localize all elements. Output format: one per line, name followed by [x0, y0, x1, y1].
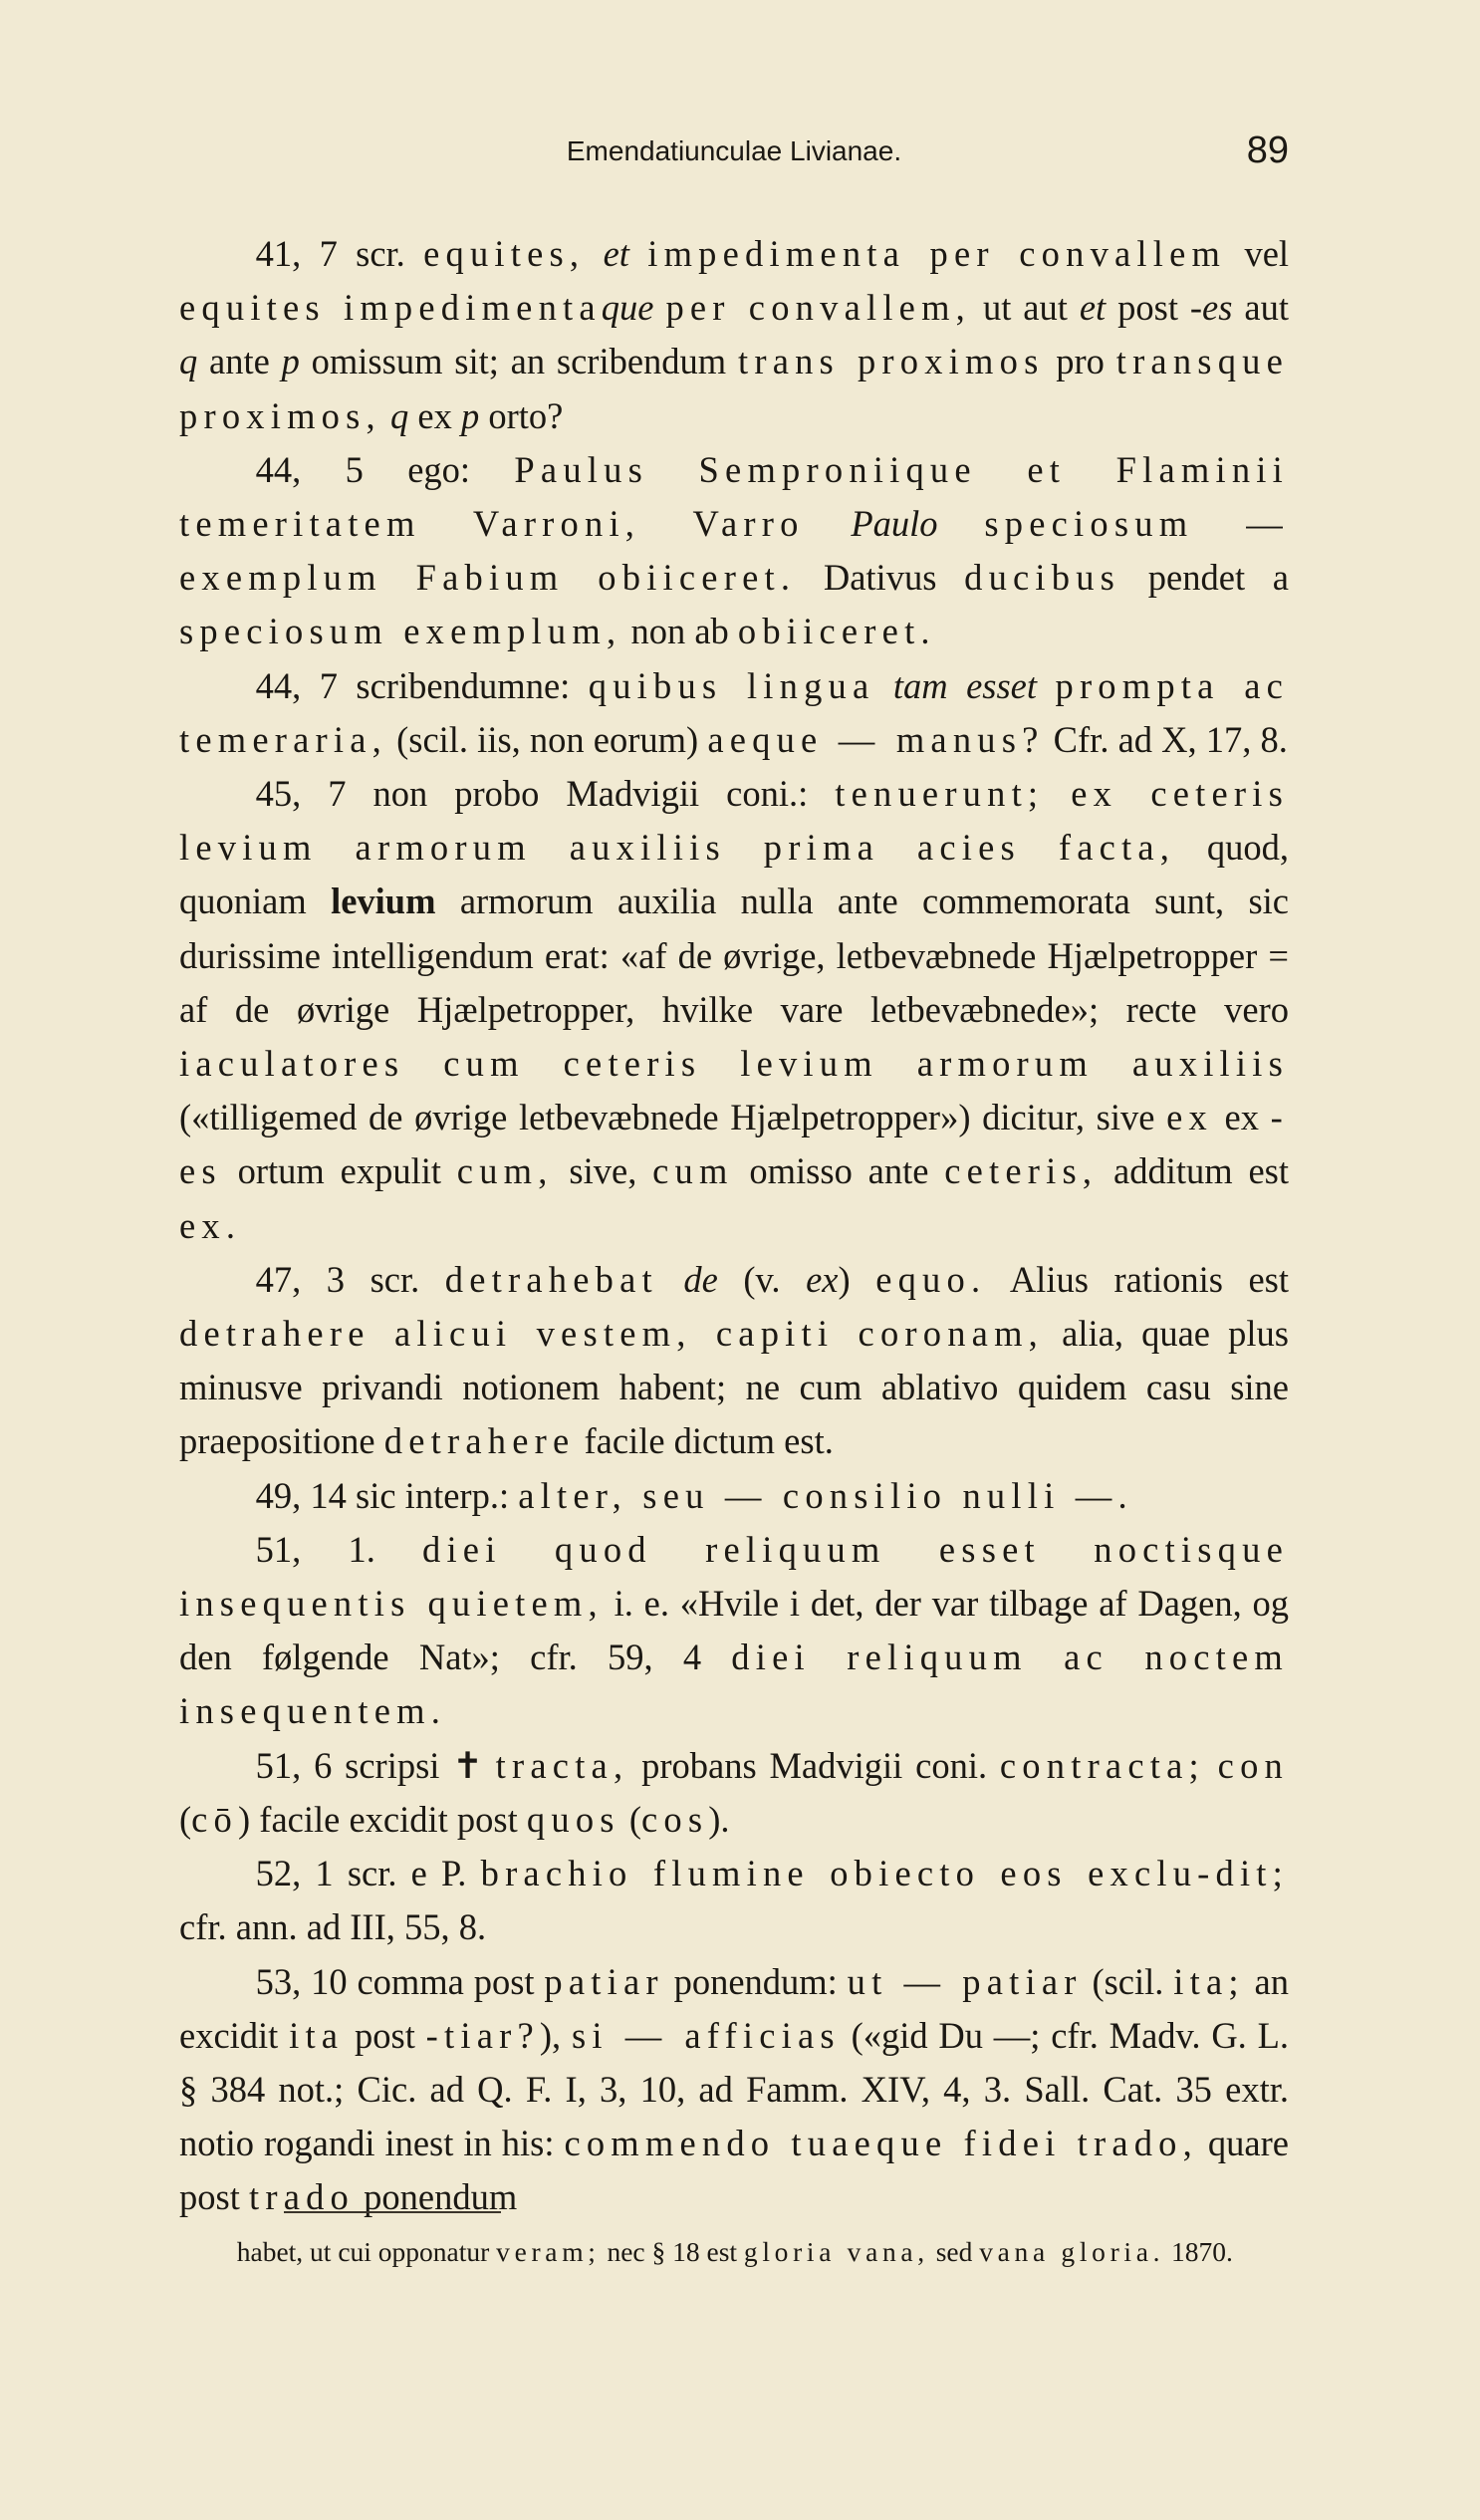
text-run — [629, 233, 647, 274]
spaced-text: obiiceret. — [737, 611, 936, 652]
spaced-text: tracta, — [495, 1744, 629, 1786]
spaced-text: brachio flumine obiecto eos exclu-dit; — [480, 1853, 1289, 1894]
text-run: post — [1106, 287, 1190, 329]
text-run: sive, — [553, 1150, 653, 1192]
footnote-divider — [284, 2211, 501, 2213]
spaced-text: cum — [652, 1150, 734, 1192]
text-run — [381, 395, 390, 436]
italic-text: ex — [806, 1258, 839, 1300]
text-run: 51, 1. — [255, 1528, 422, 1570]
text-run: ) — [838, 1258, 876, 1300]
text-run: post — [344, 2014, 426, 2056]
text-run: quod, quoniam — [179, 827, 1290, 922]
footnote-paragraph — [179, 2229, 1289, 2275]
spaced-text: patiar — [544, 1960, 664, 2002]
text-run: an excidit — [179, 1960, 1289, 2056]
text-run — [653, 287, 665, 328]
spaced-text: detrahere alicui vestem, capiti coronam, — [179, 1313, 1045, 1355]
spaced-text: speciosum exemplum, — [179, 611, 622, 652]
text-run: quare post — [179, 2123, 1289, 2218]
paragraph — [179, 1847, 1289, 1954]
text-run — [1205, 1745, 1218, 1786]
spaced-text: detrahebat — [444, 1258, 658, 1300]
spaced-text: contracta; — [999, 1744, 1205, 1786]
spaced-text: ut — patiar — [847, 1960, 1083, 2002]
text-run — [658, 1259, 684, 1300]
text-run — [1037, 665, 1055, 706]
text-run: ponendum — [355, 2176, 518, 2218]
spaced-text: per convallem, — [665, 287, 972, 329]
spaced-text: si — afficias — [571, 2014, 841, 2056]
spaced-text: quos — [526, 1798, 620, 1840]
spaced-text: Paulus Semproniique et Flaminii temeritatem Varroni, Varro — [179, 448, 1289, 545]
text-run: sed — [928, 2236, 980, 2267]
spaced-text: -tiar? — [425, 2014, 540, 2056]
text-run: 47, 3 scr. — [255, 1258, 445, 1300]
italic-text: que — [601, 287, 654, 329]
paragraph — [179, 1523, 1289, 1739]
text-run: i. e. «Hvile i det, der var tilbage af Dagen, og den følgende Nat»; cfr. 59, 4 — [179, 1583, 1290, 1678]
text-run: additum est — [1098, 1150, 1290, 1192]
text-run: 53, 10 comma post — [255, 1960, 545, 2002]
text-run: pro — [1044, 341, 1116, 382]
text-run — [938, 503, 985, 544]
text-run: Dativus — [796, 557, 965, 599]
page-header — [179, 127, 1289, 177]
text-run: ortum expulit — [221, 1150, 457, 1192]
italic-text: p — [460, 394, 480, 436]
spaced-text: equites, — [423, 233, 586, 274]
text-run: ). — [708, 1798, 730, 1840]
italic-text: Paulo — [851, 503, 938, 545]
text-run: nec § 18 est — [600, 2236, 744, 2267]
spaced-text: trado — [248, 2176, 356, 2218]
spaced-text: gloria vana, — [743, 2236, 929, 2267]
paragraph — [179, 659, 1289, 767]
paragraph — [179, 1739, 1289, 1847]
text-run: 49, 14 sic interp.: — [255, 1474, 519, 1516]
text-run: non ab — [621, 611, 738, 652]
text-run: ex — [408, 394, 461, 436]
spaced-text: cum, — [456, 1150, 554, 1192]
running-title: Emendatiunculae Livianae. — [566, 135, 902, 166]
italic-text: de — [683, 1258, 718, 1300]
text-run: («gid Du —; cfr. Madv. G. L. § 384 not.; Cic. ad Q. F. I, 3, 10, ad Famm. XIV, 4, 3. Sall. Cat. 35 extr. notio rogandi inest in his: — [179, 2014, 1290, 2164]
spaced-text: cō — [191, 1798, 239, 1840]
text-run: omisso ante — [733, 1150, 945, 1192]
spaced-text: equites impedimenta — [179, 287, 602, 329]
paragraph — [179, 1253, 1289, 1469]
text-run: ante — [197, 341, 282, 382]
text-run: 51, 6 scripsi ✝ — [255, 1744, 496, 1786]
italic-text: q — [179, 341, 198, 382]
spaced-text: - es — [179, 1097, 1289, 1192]
spaced-text: ex ceteris levium armorum auxiliis prima acies facta, — [179, 773, 1289, 869]
text-run: ), — [539, 2014, 572, 2056]
paragraph — [179, 1955, 1289, 2225]
text-run: aut — [1232, 287, 1290, 329]
text-run — [1044, 773, 1071, 814]
italic-text: et — [603, 233, 629, 274]
text-run: («tilligemed de øvrige letbevæbnede Hjælpetropper») dicitur, sive — [179, 1097, 1167, 1138]
text-run — [585, 233, 603, 274]
text-run: probans Madvigii coni. — [628, 1744, 1000, 1786]
text-run: (v. — [717, 1258, 807, 1300]
spaced-text: ex — [1166, 1097, 1213, 1138]
text-run: ex — [1212, 1097, 1271, 1138]
text-run: (scil. — [1082, 1960, 1174, 2002]
spaced-text: quibus lingua — [588, 664, 875, 706]
spaced-text: ex. — [179, 1204, 242, 1246]
spaced-text: diei quod reliquum esset noctisque insequentis quietem, — [179, 1528, 1289, 1625]
text-run: ponendum: — [663, 1960, 848, 2002]
text-run: vel — [1226, 233, 1290, 274]
spaced-text: impedimenta per convallem — [647, 233, 1227, 274]
text-run: omissum sit; an scribendum — [299, 341, 738, 382]
text-run: habet, ut cui opponatur — [236, 2236, 497, 2267]
text-run: armorum auxilia nulla ante commemorata sunt, sic durissime intelligendum erat: «af de øvrige, letbevæbnede Hjælpetropper = af de øvrige Hjælpetropper, hvilke vare letbevæbnede»; recte vero — [179, 881, 1289, 1030]
paragraph — [179, 443, 1289, 659]
italic-text: tam esset — [892, 664, 1038, 706]
text-run: (scil. iis, non eorum) — [386, 718, 708, 760]
text-run: alia, quae plus minusve privandi notionem habent; ne cum ablativo quidem casu sine praepositione — [179, 1313, 1289, 1462]
spaced-text: trans proximos — [737, 341, 1045, 382]
page-number: 89 — [1246, 129, 1289, 171]
text-run: 44, 7 scribendumne: — [255, 664, 589, 706]
spaced-text: con — [1217, 1744, 1289, 1786]
italic-text: q — [390, 394, 409, 436]
spaced-text: equo. — [875, 1258, 987, 1300]
spaced-text: detrahere — [383, 1420, 576, 1462]
italic-text: p — [281, 341, 300, 382]
spaced-text: iaculatores cum ceteris levium armorum auxiliis — [179, 1043, 1289, 1085]
text-run: ) facile excidit post — [238, 1798, 527, 1840]
italic-text: -es — [1189, 287, 1233, 329]
spaced-text: ceteris, — [944, 1150, 1099, 1192]
text-run: ( — [179, 1798, 192, 1840]
spaced-text: ita; — [1173, 1960, 1245, 2002]
text-run: orto? — [479, 394, 564, 436]
spaced-text: veram; — [496, 2236, 601, 2267]
text-run: ( — [619, 1798, 641, 1840]
spaced-text: transque proximos, — [179, 341, 1290, 436]
spaced-text: aeque — manus? — [707, 718, 1045, 760]
text-run: 44, 5 ego: — [255, 448, 515, 490]
text-run: 1870. — [1164, 2236, 1233, 2267]
spaced-text: prompta ac temeraria, — [179, 664, 1290, 760]
text-run: facile dictum est. — [575, 1420, 834, 1462]
text-run: 52, 1 scr. e P. — [255, 1853, 481, 1894]
spaced-text: tenuerunt; — [835, 773, 1045, 815]
text-run: 45, 7 non probo Madvigii coni.: — [255, 773, 836, 815]
spaced-text: ducibus — [964, 557, 1121, 599]
spaced-text: diei reliquum ac noctem insequentem. — [179, 1637, 1290, 1732]
spaced-text: ita — [289, 2014, 345, 2056]
paragraph — [179, 227, 1289, 443]
body-text — [179, 227, 1289, 2225]
text-run — [805, 503, 852, 544]
text-run: 41, 7 scr. — [255, 233, 424, 274]
text-run: pendet a — [1120, 557, 1289, 599]
bold-text: levium — [331, 881, 436, 922]
text-run: cfr. ann. ad III, 55, 8. — [179, 1906, 487, 1948]
spaced-text: cos — [640, 1798, 709, 1840]
text-run: Cfr. ad X, 17, 8. — [1044, 718, 1288, 760]
text-run: Alius rationis est — [986, 1258, 1290, 1300]
spaced-text: speciosum — exemplum Fabium obiiceret. — [179, 503, 1289, 599]
footnote — [179, 2229, 1289, 2275]
paragraph — [179, 767, 1289, 1253]
spaced-text: commendo tuaeque fidei trado, — [564, 2123, 1198, 2164]
text-run: ut aut — [971, 287, 1080, 329]
italic-text: et — [1079, 287, 1107, 329]
text-run — [874, 665, 892, 706]
paragraph — [179, 1469, 1289, 1523]
spaced-text: vana gloria. — [979, 2236, 1165, 2267]
spaced-text: alter, seu — consilio nulli —. — [518, 1474, 1133, 1516]
